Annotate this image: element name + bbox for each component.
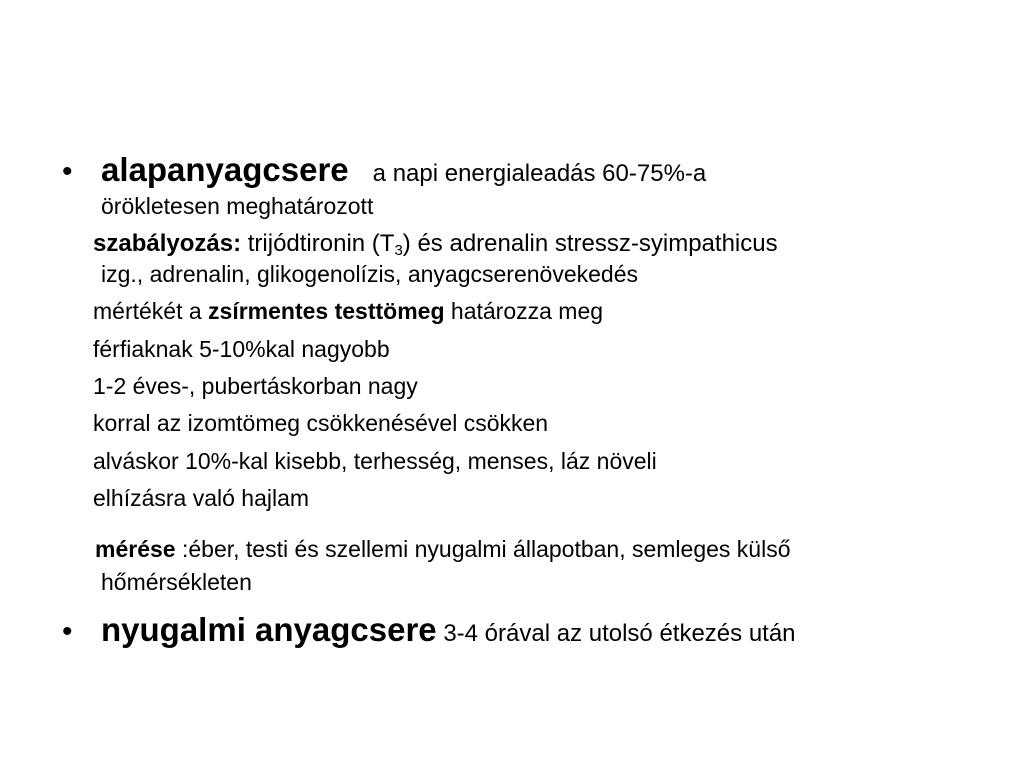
measurement-text: :éber, testi és szellemi nyugalmi állapotban, semleges külső (175, 536, 791, 562)
lean-mass-post: határozza meg (444, 298, 604, 324)
regulation-text-b: ) és adrenalin stressz-syimpathicus (402, 230, 778, 257)
item-nyugalmi-anyagcsere (101, 613, 796, 646)
regulation-subscript: 3 (394, 242, 403, 259)
measurement-line1 (95, 538, 791, 561)
lean-mass-pre: mértékét a (93, 298, 209, 324)
term-nyugalmi-anyagcsere: nyugalmi anyagcsere (101, 611, 437, 648)
bullet-icon: • (62, 615, 73, 648)
lean-mass-line (93, 300, 603, 323)
bullet-icon: • (62, 155, 73, 188)
item-alapanyagcsere-line1 (101, 153, 706, 186)
line-men: férfiaknak 5-10%kal nagyobb (93, 336, 390, 362)
item1-description-line2: örökletesen meghatározott (101, 193, 374, 219)
item1-description: a napi energialeadás 60-75%-a (372, 160, 707, 187)
line-obesity: elhízásra való hajlam (93, 485, 310, 511)
line-muscle: korral az izomtömeg csökkenésével csökken (93, 410, 549, 436)
measurement-line2: hőmérsékleten (101, 569, 252, 595)
lean-mass-bold: zsírmentes testtömeg (208, 298, 445, 324)
regulation-text-a: trijódtironin (T (241, 230, 395, 257)
line-sleep: alváskor 10%-kal kisebb, terhesség, menses, láz növeli (93, 448, 657, 474)
item2-description: 3-4 órával az utolsó étkezés után (436, 620, 796, 647)
term-alapanyagcsere: alapanyagcsere (101, 151, 349, 188)
regulation-line2: izg., adrenalin, glikogenolízis, anyagcserenövekedés (101, 261, 638, 287)
line-age: 1-2 éves-, pubertáskorban nagy (93, 373, 418, 399)
regulation-line1 (93, 230, 778, 259)
regulation-label: szabályozás: (93, 230, 242, 257)
measurement-label: mérése (95, 536, 176, 562)
